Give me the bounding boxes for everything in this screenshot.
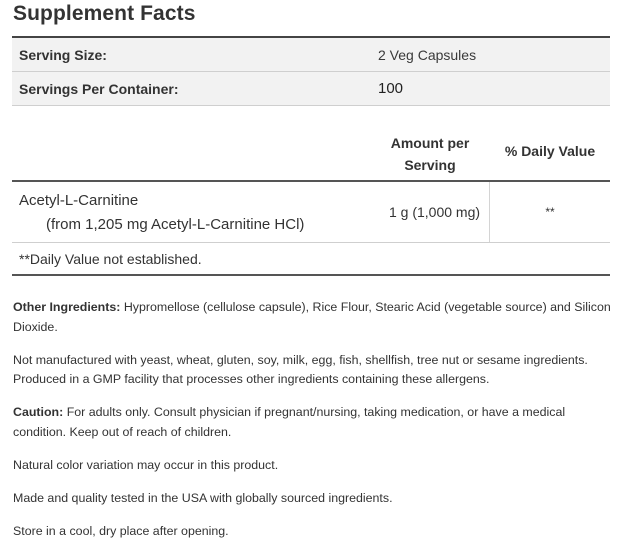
storage-note: Store in a cool, dry place after opening.: [13, 523, 229, 538]
allergen-note: Not manufactured with yeast, wheat, gluten, soy, milk, egg, fish, shellfish, tree nut or sesame ingredients. Produced in a GMP facility that processes other ingredients containing these allergens.: [13, 352, 588, 386]
serving-size-row: [12, 38, 610, 72]
daily-value-footnote: **Daily Value not established.: [12, 243, 610, 276]
serving-summary: [12, 36, 610, 106]
daily-value-header: % Daily Value: [504, 143, 596, 159]
made-in-usa-note: Made and quality tested in the USA with globally sourced ingredients.: [13, 490, 393, 505]
other-ingredients-text: Hypromellose (cellulose capsule), Rice Flour, Stearic Acid (vegetable source) and Silicon Dioxide.: [13, 300, 611, 334]
other-ingredients-note: [13, 298, 611, 337]
ingredient-row: [12, 182, 610, 243]
color-variation-note: Natural color variation may occur in this product.: [13, 457, 279, 472]
servings-per-container-value: 100: [378, 80, 404, 97]
caution-text: For adults only. Consult physician if pregnant/nursing, taking medication, or have a medical condition. Keep out of reach of children.: [13, 405, 566, 439]
ingredient-amount: 1 g (1,000 mg): [380, 182, 490, 242]
ingredient-name: Acetyl-L-Carnitine: [19, 192, 139, 209]
ingredient-name-cell: [19, 189, 304, 237]
facts-header: [12, 123, 610, 182]
page-title: Supplement Facts: [13, 2, 196, 25]
facts-table: [12, 123, 610, 276]
other-ingredients-label: Other Ingredients:: [13, 300, 121, 314]
serving-size-value: 2 Veg Capsules: [378, 46, 477, 63]
amount-header-line2: Serving: [404, 157, 456, 173]
ingredient-source: (from 1,205 mg Acetyl-L-Carnitine HCl): [46, 216, 305, 233]
caution-note: [13, 403, 611, 442]
servings-per-container-label: Servings Per Container:: [19, 80, 179, 97]
amount-header-line1: Amount per: [390, 135, 470, 151]
product-notes: [13, 298, 611, 543]
servings-per-container-row: [12, 72, 610, 106]
caution-label: Caution:: [13, 405, 64, 419]
ingredient-daily-value: **: [545, 205, 555, 219]
amount-per-serving-header: [380, 132, 480, 176]
serving-size-label: Serving Size:: [19, 46, 107, 63]
